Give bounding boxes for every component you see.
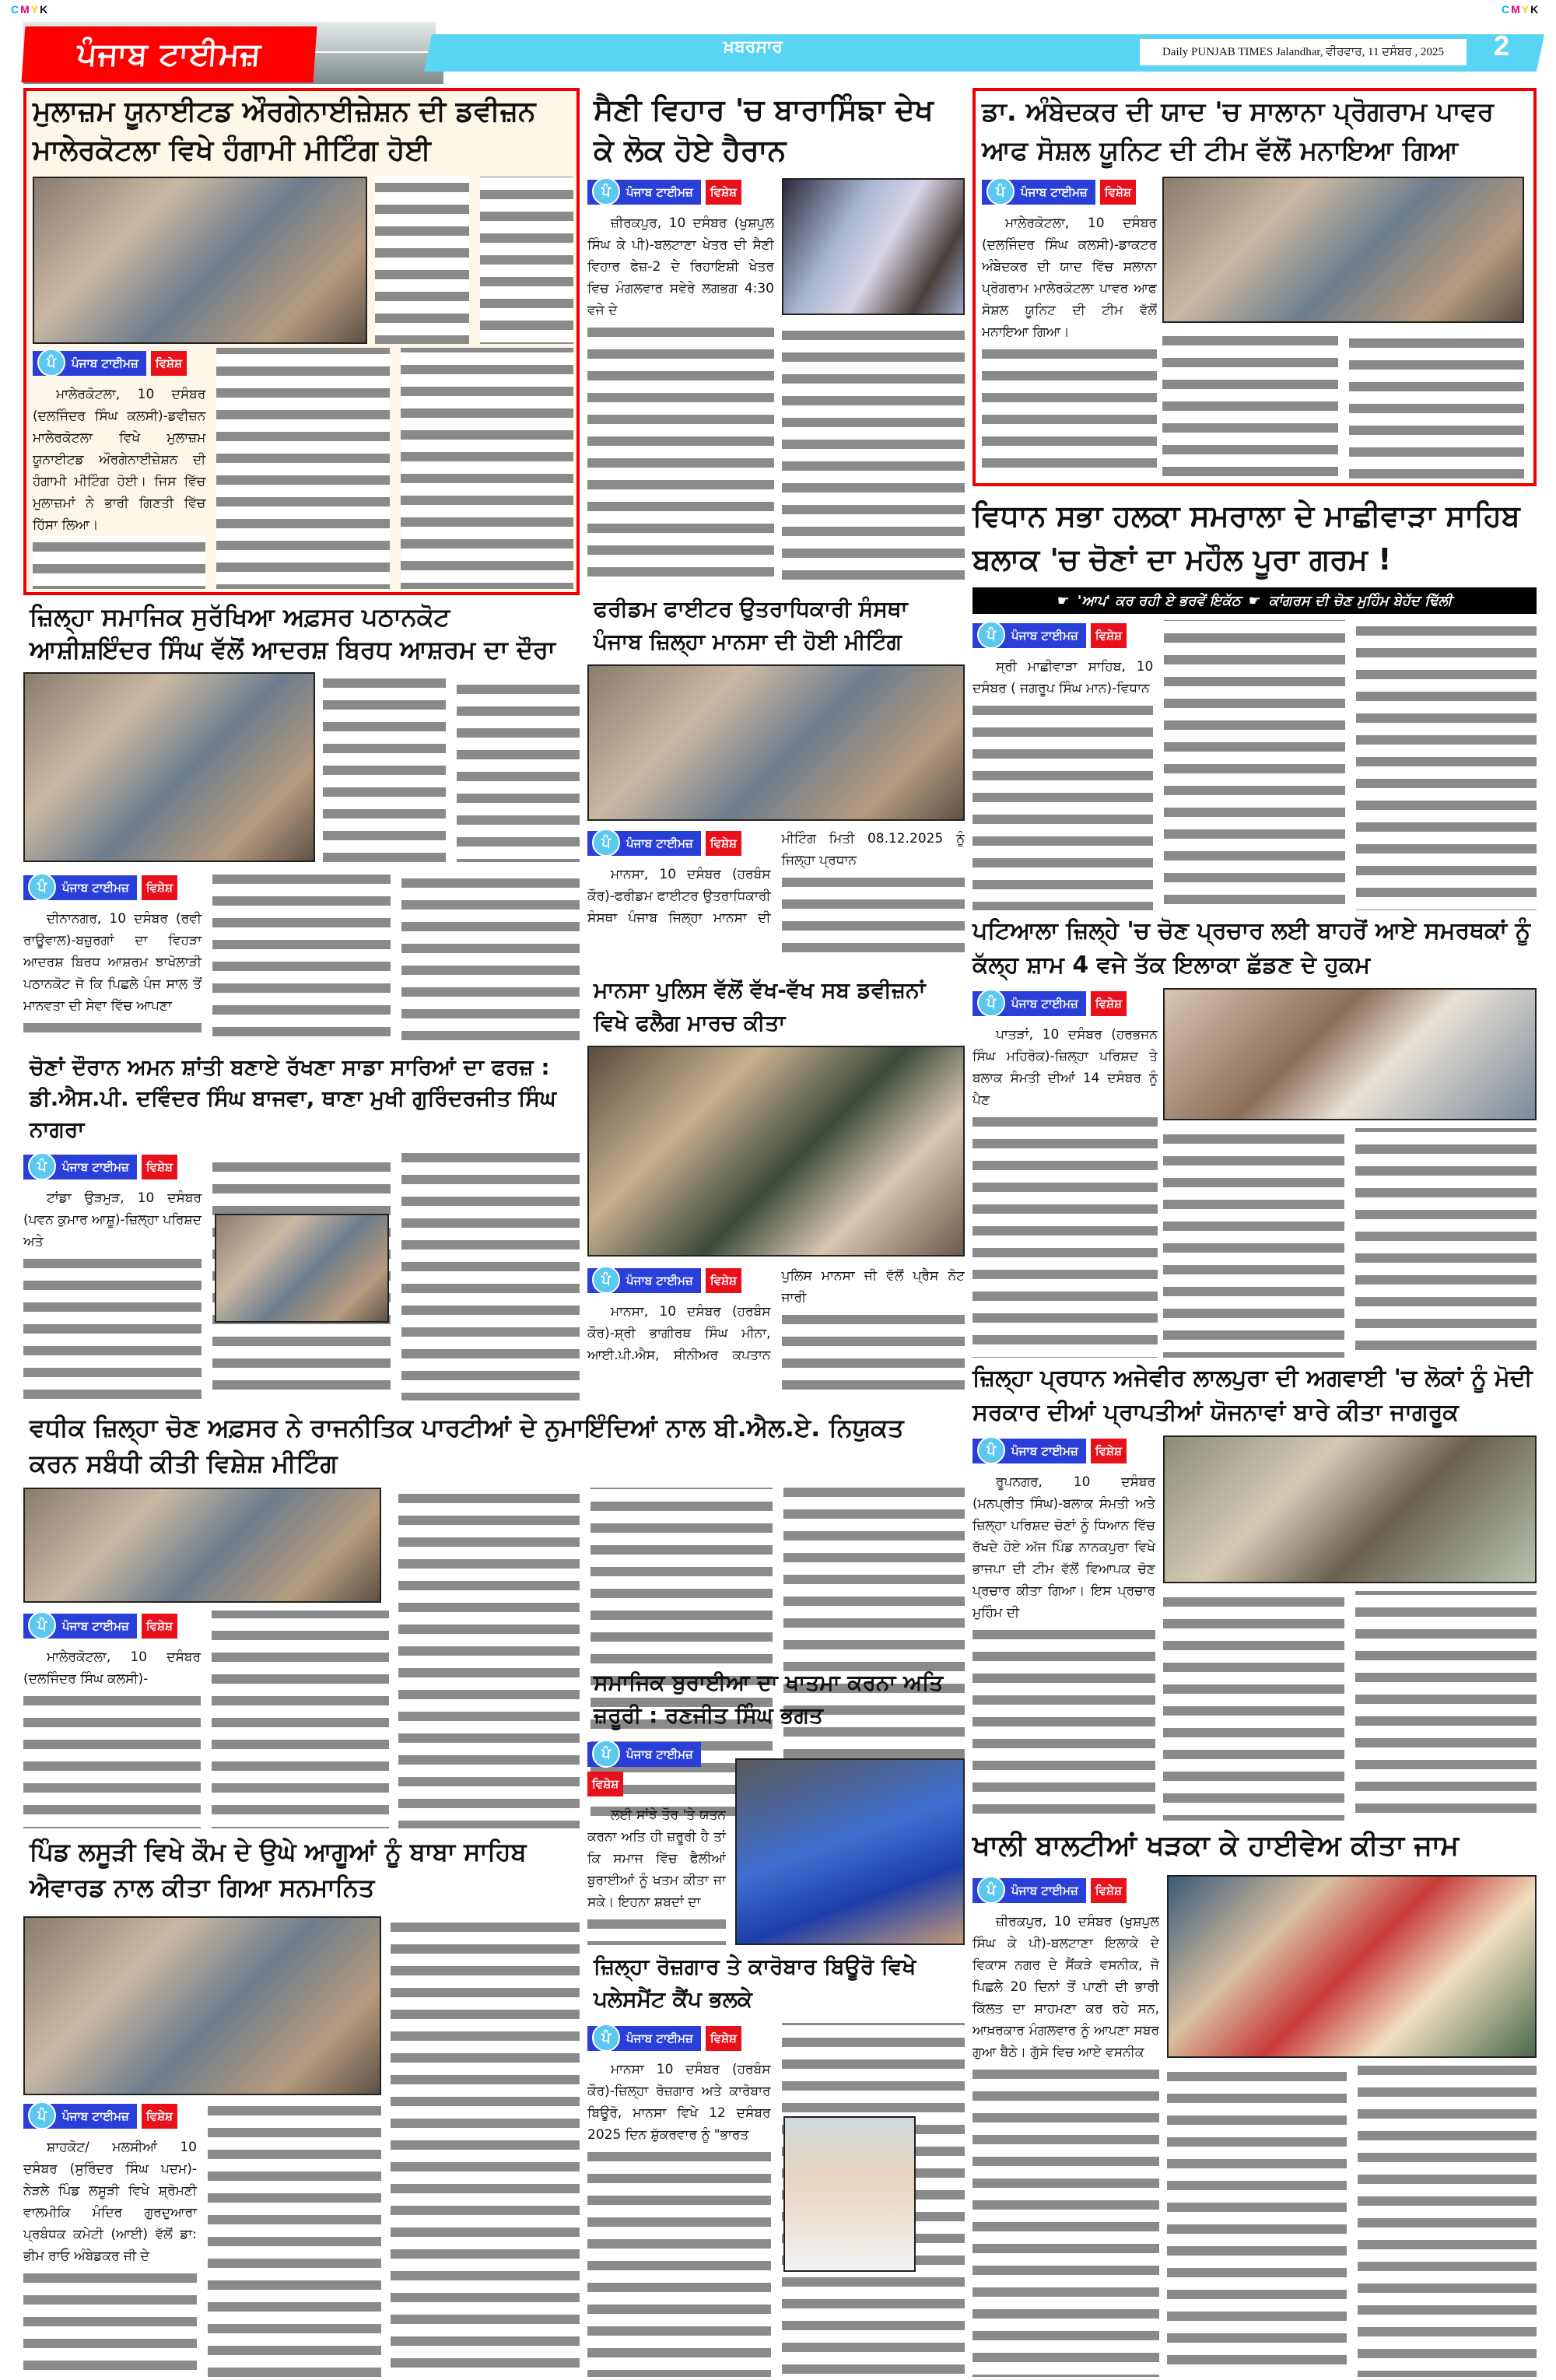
article-body (587, 177, 774, 586)
punjab-times-badge (982, 180, 1157, 205)
cmyk-registration-right (1502, 3, 1540, 16)
brand-label (23, 1155, 137, 1179)
special-tag: ਵਿਸ਼ੇਸ਼ (706, 831, 741, 856)
special-tag: ਵਿਸ਼ੇਸ਼ (1091, 991, 1127, 1016)
article[interactable] (587, 1949, 965, 2380)
article-photo (587, 1046, 965, 1257)
article-photo (735, 1758, 965, 1945)
article-body (982, 177, 1157, 478)
brand-label (972, 623, 1086, 648)
article-headline: ਚੋਣਾਂ ਦੌਰਾਨ ਅਮਨ ਸ਼ਾਂਤੀ ਬਣਾਏ ਰੱਖਣਾ ਸਾਡਾ ਸਾਰਿਆਂ ਦਾ ਫਰਜ਼ : ਡੀ.ਐਸ.ਪੀ. ਦਵਿੰਦਰ ਸਿੰਘ ਬਾਜਵਾ, ਥਾਣਾ ਮੁਖੀ ਗੁਰਿੰਦਰਜੀਤ ਸਿੰਘ ਨਾਗਰਾ (30, 1054, 556, 1142)
special-tag: ਵਿਸ਼ੇਸ਼ (142, 875, 177, 900)
body-text-continuation (323, 672, 580, 862)
article[interactable] (972, 914, 1537, 1358)
punjab-times-logo-icon: ਪੰ (977, 1436, 1005, 1464)
article-headline: ਡਾ. ਅੰਬੇਦਕਰ ਦੀ ਯਾਦ 'ਚ ਸਾਲਾਨਾ ਪ੍ਰੋਗਰਾਮ ਪਾਵਰ ਆਫ ਸੋਸ਼ਲ ਯੂਨਿਟ ਦੀ ਟੀਮ ਵੱਲੋਂ ਮਨਾਇਆ ਗਿਆ (982, 96, 1495, 166)
article-body (587, 1739, 726, 1945)
brand-label (23, 2104, 137, 2129)
body-text-continuation (1162, 330, 1524, 480)
article[interactable] (587, 88, 965, 587)
brand-label (587, 1742, 701, 1767)
brand-label (982, 180, 1095, 205)
punjab-times-logo-icon: ਪੰ (592, 1740, 620, 1768)
body-text-continuation (1167, 2066, 1537, 2377)
article-lead: ਲਈ ਸਾਂਝੇ ਤੌਰ 'ਤੇ ਯਤਨ ਕਰਨਾ ਅਤਿ ਹੀ ਜ਼ਰੂਰੀ ਹੈ ਤਾਂ ਕਿ ਸਮਾਜ ਵਿੱਚ ਫੈਲੀਆਂ ਬੁਰਾਈਆਂ ਨੂੰ ਖਤਮ ਕੀਤਾ ਜਾ ਸਕੇ। ਇਹਨਾ ਸ਼ਬਦਾਂ ਦਾ (587, 1807, 726, 1910)
dateline: Daily PUNJAB TIMES Jalandhar, ਵੀਰਵਾਰ, 11 ਦਸੰਬਰ , 2025 (1140, 39, 1467, 65)
brand-name: ਪੰਜਾਬ ਟਾਈਮਜ਼ (1021, 185, 1088, 199)
cmyk-registration-left (11, 3, 49, 16)
punjab-times-badge (587, 180, 774, 205)
body-text-continuation (375, 177, 573, 344)
special-tag: ਵਿਸ਼ੇਸ਼ (1091, 1878, 1127, 1903)
article-lead: ਟਾਂਡਾ ਉੜਮੁੜ, 10 ਦਸੰਬਰ (ਪਵਨ ਕੁਮਾਰ ਆਸ਼ੂ)-ਜ਼ਿਲ੍ਹਾ ਪਰਿਸ਼ਦ ਅਤੇ (23, 1190, 202, 1250)
body-text-lines (782, 324, 965, 586)
section-title: ਖ਼ਬਰਸਾਰ (724, 37, 783, 57)
highlight-strip (972, 587, 1537, 614)
article[interactable] (23, 1050, 580, 1404)
article-lead: ਜ਼ੀਰਕਪੁਰ, 10 ਦਸੰਬਰ (ਖੁਸ਼ਪੁਲ ਸਿੰਘ ਕੇ ਪੀ)-ਬਲਟਾਣਾ ਖੇਤਰ ਦੀ ਸੈਣੀ ਵਿਹਾਰ ਫੇਜ਼-2 ਦੇ ਰਿਹਾਇਸ਼ੀ ਖੇਤਰ ਵਿਚ ਮੰਗਲਵਾਰ ਸਵੇਰੇ ਲਗਭਗ 4:30 ਵਜੇ ਦੇ (587, 216, 774, 318)
article[interactable] (972, 494, 1537, 910)
article-body (587, 1265, 965, 1402)
brand-name: ਪੰਜਾਬ ਟਾਈਮਜ਼ (1011, 997, 1078, 1011)
special-tag: ਵਿਸ਼ੇਸ਼ (1091, 623, 1127, 648)
special-tag: ਵਿਸ਼ੇਸ਼ (142, 1614, 177, 1639)
brand-name: ਪੰਜਾਬ ਟਾਈਮਜ਼ (1011, 1444, 1078, 1458)
article-lead: ਮਾਲੇਰਕੋਟਲਾ, 10 ਦਸੰਬਰ (ਦਲਜਿੰਦਰ ਸਿੰਘ ਕਲਸੀ)-ਡਵੀਜ਼ਨ ਮਾਲੇਰਕੋਟਲਾ ਵਿਖੇ ਮੁਲਾਜ਼ਮ ਯੂਨਾਈਟਡ ਔਰਗੇਨਾਈਜ਼ੇਸ਼ਨ ਦੀ ਹੰਗਾਮੀ ਮੀਟਿੰਗ ਹੋਈ। ਜਿਸ ਵਿੱਚ ਮੁਲਾਜ਼ਮਾਂ ਨੇ ਭਾਰੀ ਗਿਣਤੀ ਵਿੱਚ ਹਿੱਸਾ ਲਿਆ। (33, 387, 206, 533)
punjab-times-logo-icon: ਪੰ (28, 2101, 56, 2129)
brand-name: ਪੰਜਾਬ ਟਾਈਮਜ਼ (626, 1274, 693, 1288)
article-lead: ਦੀਨਾਨਗਰ, 10 ਦਸੰਬਰ (ਰਵੀ ਰਾਊਵਾਲ)-ਬਜ਼ੁਰਗਾਂ ਦਾ ਵਿਹੜਾ ਆਦਰਸ਼ ਬਿਰਧ ਆਸ਼ਰਮ ਝਾਖੋਲਾੜੀ ਪਠਾਨਕੋਟ ਜੋ ਕਿ ਪਿਛਲੇ ਪੰਜ ਸਾਲ ਤੋਂ ਮਾਨਵਤਾ ਦੀ ਸੇਵਾ ਵਿੱਚ ਆਪਣਾ (23, 911, 202, 1014)
article[interactable] (587, 973, 965, 1404)
pointing-hand-icon: ☛ (1248, 592, 1261, 609)
punjab-times-badge (587, 1268, 771, 1293)
article-headline: ਸਮਾਜਿਕ ਬੁਰਾਈਆ ਦਾ ਖਾਤਮਾ ਕਰਨਾ ਅਤਿ ਜ਼ਰੂਰੀ : ਰਣਜੀਤ ਸਿੰਘ ਭਗਤ (594, 1670, 944, 1728)
brand-name: ਪੰਜਾਬ ਟਾਈਮਜ਼ (62, 1619, 129, 1633)
cmyk-m: M (1511, 3, 1522, 16)
body-text-lines (23, 1611, 389, 1828)
article-body (972, 1875, 1159, 2377)
body-text-continuation (391, 1916, 580, 2377)
article-photo (33, 177, 367, 344)
brand-label (587, 180, 701, 205)
article-lead: ਪਾਤੜਾਂ, 10 ਦਸੰਬਰ (ਹਰਭਜਨ ਸਿੰਘ ਮਹਿਰੋਕ)-ਜ਼ਿਲ੍ਹਾ ਪਰਿਸ਼ਦ ਤੇ ਬਲਾਕ ਸੰਮਤੀ ਦੀਆਂ 14 ਦਸੰਬਰ ਨੂੰ ਪੈਣ (972, 1027, 1158, 1108)
article[interactable] (23, 599, 580, 1046)
article-photo (215, 1214, 389, 1323)
punjab-times-badge (972, 623, 1153, 648)
brand-name: ਪੰਜਾਬ ਟਾਈਮਜ਼ (626, 2031, 693, 2045)
punjab-times-badge (23, 875, 202, 900)
article-headline: ਫਰੀਡਮ ਫਾਈਟਰ ਉਤਰਾਧਿਕਾਰੀ ਸੰਸਥਾ ਪੰਜਾਬ ਜ਼ਿਲ੍ਹਾ ਮਾਨਸਾ ਦੀ ਹੋਈ ਮੀਟਿੰਗ (594, 596, 908, 654)
brand-label (587, 1268, 701, 1293)
cmyk-y: Y (1521, 3, 1531, 16)
article-lead: ਮਾਨਸਾ, 10 ਦਸੰਬਰ (ਹਰਬੰਸ ਕੌਰ)-ਫਰੀਡਮ ਫਾਈਟਰ ਉਤਰਾਧਿਕਾਰੀ ਸੰਸਥਾ ਪੰਜਾਬ ਜਿਲ੍ਹਾ ਮਾਨਸਾ ਦੀ ਮੀਟਿੰਗ ਮਿਤੀ 08.12.2025 ਨੂੰ ਜਿਲ੍ਹਾ ਪ੍ਰਧਾਨ (587, 831, 965, 926)
article-lead: ਮਾਲੇਰਕੋਟਲਾ, 10 ਦਸੰਬਰ (ਦਲਜਿੰਦਰ ਸਿੰਘ ਕਲਸੀ)- (23, 1649, 201, 1687)
body-text-lines (1163, 1128, 1537, 1358)
article[interactable] (23, 1408, 965, 1687)
punjab-times-logo-icon: ਪੰ (592, 1266, 620, 1294)
article[interactable] (972, 88, 1537, 486)
special-tag: ਵਿਸ਼ੇਸ਼ (587, 1772, 623, 1796)
article-photo (1163, 988, 1537, 1120)
special-tag: ਵਿਸ਼ੇਸ਼ (706, 2026, 741, 2051)
article-photo (1167, 1875, 1537, 2058)
article-headline: ਸੈਣੀ ਵਿਹਾਰ 'ਚ ਬਾਰਾਸਿੰਙਾ ਦੇਖ ਕੇ ਲੋਕ ਹੋਏ ਹੈਰਾਨ (594, 93, 934, 167)
body-text-lines (375, 177, 573, 344)
article-photo (587, 664, 965, 821)
brand-label (972, 991, 1086, 1016)
punjab-times-logo-icon: ਪੰ (28, 1611, 56, 1639)
body-text-continuation (782, 324, 965, 586)
brand-label (33, 351, 146, 376)
punjab-times-badge (972, 991, 1158, 1016)
article-headline: ਪਟਿਆਲਾ ਜ਼ਿਲ੍ਹੇ 'ਚ ਚੋਣ ਪ੍ਰਚਾਰ ਲਈ ਬਾਹਰੋਂ ਆਏ ਸਮਰਥਕਾਂ ਨੂੰ ਕੱਲ੍ਹ ਸ਼ਾਮ 4 ਵਜੇ ਤੱਕ ਇਲਾਕਾ ਛੱਡਣ ਦੇ ਹੁਕਮ (972, 917, 1530, 979)
cmyk-m: M (20, 3, 31, 16)
strip-text: 'ਆਪ' ਕਰ ਰਹੀ ਏ ਭਰਵੇਂ ਇਕੱਠ (1077, 592, 1241, 609)
brand-label (23, 875, 137, 900)
article-headline: ਜ਼ਿਲ੍ਹਾ ਸਮਾਜਿਕ ਸੁਰੱਖਿਆ ਅਫ਼ਸਰ ਪਠਾਨਕੋਟ ਆਸ਼ੀਸ਼ਇੰਦਰ ਸਿੰਘ ਵੱਲੋਂ ਆਦਰਸ਼ ਬਿਰਧ ਆਸ਼ਰਮ ਦਾ ਦੌਰਾ (30, 602, 555, 664)
punjab-times-badge (972, 1439, 1155, 1463)
brand-label (972, 1439, 1086, 1463)
article-lead: ਜ਼ੀਰਕਪੁਰ, 10 ਦਸੰਬਰ (ਖੁਸ਼ਪੁਲ ਸਿੰਘ ਕੇ ਪੀ)-ਬਲਟਾਣਾ ਇਲਾਕੇ ਦੇ ਵਿਕਾਸ ਨਗਰ ਦੇ ਸੈਂਕੜੇ ਵਸਨੀਕ, ਜੋ ਪਿਛਲੇ 20 ਦਿਨਾਂ ਤੋਂ ਪਾਣੀ ਦੀ ਭਾਰੀ ਕਿੱਲਤ ਦਾ ਸਾਹਮਣਾ ਕਰ ਰਹੇ ਸਨ, ਆਖ਼ਰਕਾਰ ਮੰਗਲਵਾਰ ਨੂੰ ਆਪਣਾ ਸਬਰ ਗੁਆ ਬੈਠੇ। ਗੁੱਸੇ ਵਿਚ ਆਏ ਵਸਨੀਕ (972, 1914, 1159, 2060)
punjab-times-logo-icon: ਪੰ (977, 621, 1005, 649)
punjab-times-badge (972, 1878, 1159, 1903)
article-body (972, 988, 1158, 1358)
punjab-times-logo-icon: ਪੰ (592, 2024, 620, 2052)
cmyk-k: K (40, 3, 50, 16)
newspaper-logo: ਪੰਜਾਬ ਟਾਈਮਜ਼ (21, 26, 317, 82)
article-body (33, 348, 573, 589)
article-photo (782, 178, 965, 315)
article-body (587, 828, 965, 965)
article-photo (783, 2116, 916, 2272)
article-body (972, 1435, 1155, 1821)
brand-name: ਪੰਜਾਬ ਟਾਈਮਜ਼ (626, 185, 693, 199)
article-headline: ਜ਼ਿਲ੍ਹਾ ਪ੍ਰਧਾਨ ਅਜੇਵੀਰ ਲਾਲਪੁਰਾ ਦੀ ਅਗਵਾਈ 'ਚ ਲੋਕਾਂ ਨੂੰ ਮੋਦੀ ਸਰਕਾਰ ਦੀਆਂ ਪ੍ਰਾਪਤੀਆਂ ਯੋਜਨਾਵਾਂ ਬਾਰੇ ਕੀਤਾ ਜਾਗਰੂਕ (972, 1365, 1533, 1426)
brand-name: ਪੰਜਾਬ ਟਾਈਮਜ਼ (62, 2109, 129, 2123)
brand-name: ਪੰਜਾਬ ਟਾਈਮਜ਼ (626, 1747, 693, 1761)
masthead (23, 22, 1540, 84)
article-headline: ਮਾਨਸਾ ਪੁਲਿਸ ਵੱਲੋਂ ਵੱਖ-ਵੱਖ ਸਬ ਡਵੀਜ਼ਨਾਂ ਵਿਖੇ ਫਲੈਗ ਮਾਰਚ ਕੀਤਾ (594, 977, 926, 1036)
article-headline: ਵਧੀਕ ਜ਼ਿਲ੍ਹਾ ਚੋਣ ਅਫ਼ਸਰ ਨੇ ਰਾਜਨੀਤਿਕ ਪਾਰਟੀਆਂ ਦੇ ਨੁਮਾਇੰਦਿਆਂ ਨਾਲ ਬੀ.ਐਲ.ਏ. ਨਿਯੁਕਤ ਕਰਨ ਸਬੰਧੀ ਕੀਤੀ ਵਿਸ਼ੇਸ਼ ਮੀਟਿੰਗ (30, 1413, 904, 1478)
article-photo (23, 1916, 381, 2095)
punjab-times-badge (587, 1742, 726, 1796)
article-lead: ਸ਼ਾਹਕੋਟ/ ਮਲਸੀਆਂ 10 ਦਸੰਬਰ (ਸੁਰਿੰਦਰ ਸਿੰਘ ਪਦਮ)-ਨੇੜਲੇ ਪਿੰਡ ਲਸੂੜੀ ਵਿਖੇ ਸ਼੍ਰੋਮਣੀ ਵਾਲਮੀਕਿ ਮੰਦਿਰ ਗੁਰਦੁਆਰਾ ਪ੍ਰਬੰਧਕ ਕਮੇਟੀ (ਆਈ) ਵੱਲੋਂ ਡਾ: ਭੀਮ ਰਾਓ ਅੰਬੇਡਕਰ ਜੀ ਦੇ (23, 2140, 197, 2264)
special-tag: ਵਿਸ਼ੇਸ਼ (151, 351, 187, 376)
brand-name: ਪੰਜਾਬ ਟਾਈਮਜ਼ (1011, 629, 1078, 643)
punjab-times-logo-icon: ਪੰ (28, 873, 56, 901)
punjab-times-logo-icon: ਪੰ (592, 829, 620, 857)
article[interactable] (972, 1362, 1537, 1821)
brand-label (972, 1878, 1086, 1903)
article-photo (23, 672, 315, 862)
article-lead: ਮਾਲੇਰਕੋਟਲਾ, 10 ਦਸੰਬਰ (ਦਲਜਿੰਦਰ ਸਿੰਘ ਕਲਸੀ)-ਡਾਕਟਰ ਅੰਬੇਦਕਰ ਦੀ ਯਾਦ ਵਿੱਚ ਸਲਾਨਾ ਪ੍ਰੋਗਰਾਮ ਮਾਲੇਰਕੋਟਲਾ ਪਾਵਰ ਆਫ ਸੋਸ਼ਲ ਯੂਨਿਟ ਦੀ ਟੀਮ ਵੱਲੋਂ ਮਨਾਇਆ ਗਿਆ। (982, 216, 1157, 340)
special-tag: ਵਿਸ਼ੇਸ਼ (706, 180, 741, 205)
special-tag: ਵਿਸ਼ੇਸ਼ (142, 2104, 177, 2129)
body-text-lines (323, 672, 580, 862)
cmyk-k: K (1530, 3, 1540, 16)
article[interactable] (23, 88, 580, 595)
brand-label (587, 831, 701, 856)
brand-name: ਪੰਜਾਬ ਟਾਈਮਜ਼ (72, 356, 138, 370)
brand-label (23, 1614, 137, 1639)
article-lead: ਰੂਪਨਗਰ, 10 ਦਸੰਬਰ (ਮਨਪ੍ਰੀਤ ਸਿੰਘ)-ਬਲਾਕ ਸੰਮਤੀ ਅਤੇ ਜ਼ਿਲ੍ਹਾ ਪਰਿਸ਼ਦ ਚੋਣਾਂ ਨੂੰ ਧਿਆਨ ਵਿੱਚ ਰੱਖਦੇ ਹੋਏ ਅੱਜ ਪਿੰਡ ਨਾਨਕਪੁਰਾ ਵਿਖੇ ਭਾਜਪਾ ਦੀ ਟੀਮ ਵੱਲੋਂ ਵਿਆਪਕ ਚੋਣ ਪ੍ਰਚਾਰ ਕੀਤਾ ਗਿਆ। ਇਸ ਪ੍ਰਚਾਰ ਮੁਹਿੰਮ ਦੀ (972, 1474, 1155, 1621)
article-lead: ਮਾਨਸਾ 10 ਦਸੰਬਰ (ਹਰਬੰਸ ਕੌਰ)-ਜ਼ਿਲ੍ਹਾ ਰੋਜ਼ਗਾਰ ਅਤੇ ਕਾਰੋਬਾਰ ਬਿਊਰੋ, ਮਾਨਸਾ ਵਿਖੇ 12 ਦਸੰਬਰ 2025 ਦਿਨ ਸ਼ੁੱਕਰਵਾਰ ਨੂੰ "ਭਾਰਤ (587, 2062, 771, 2143)
cmyk-c: C (1502, 3, 1512, 16)
article[interactable] (23, 1832, 580, 2380)
cmyk-c: C (11, 3, 21, 16)
article-photo (1163, 1435, 1537, 1583)
special-tag: ਵਿਸ਼ੇਸ਼ (1100, 180, 1136, 205)
punjab-times-badge (23, 1614, 201, 1639)
article[interactable] (587, 1665, 965, 1945)
punjab-times-badge (33, 351, 205, 376)
page-number: 2 (1494, 30, 1510, 61)
article-lead: ਸ੍ਰੀ ਮਾਛੀਵਾੜਾ ਸਾਹਿਬ, 10 ਦਸੰਬਰ ( ਜਗਰੂਪ ਸਿੰਘ ਮਾਨ)-ਵਿਧਾਨ (972, 659, 1154, 696)
article-body (972, 620, 1537, 910)
article-body (23, 872, 580, 1043)
special-tag: ਵਿਸ਼ੇਸ਼ (1091, 1439, 1127, 1463)
brand-label (587, 2026, 701, 2051)
body-text-continuation (1163, 1128, 1537, 1358)
article-body (23, 1611, 389, 1828)
special-tag: ਵਿਸ਼ੇਸ਼ (142, 1155, 177, 1179)
punjab-times-badge (587, 2026, 771, 2051)
punjab-times-badge (23, 1155, 202, 1179)
article-headline: ਖਾਲੀ ਬਾਲਟੀਆਂ ਖੜਕਾ ਕੇ ਹਾਈਵੇਅ ਕੀਤਾ ਜਾਮ (972, 1830, 1460, 1862)
brand-name: ਪੰਜਾਬ ਟਾਈਮਜ਼ (62, 881, 129, 895)
article[interactable] (587, 591, 965, 965)
punjab-times-badge (23, 2104, 197, 2129)
special-tag: ਵਿਸ਼ੇਸ਼ (706, 1268, 741, 1293)
brand-name: ਪੰਜਾਬ ਟਾਈਮਜ਼ (62, 1160, 129, 1174)
brand-name: ਪੰਜਾਬ ਟਾਈਮਜ਼ (1011, 1884, 1078, 1898)
article-body (23, 2101, 381, 2377)
article[interactable] (972, 1824, 1537, 2380)
body-text-lines (1167, 2066, 1537, 2377)
punjab-times-logo-icon: ਪੰ (987, 177, 1015, 205)
pointing-hand-icon: ☛ (1057, 592, 1070, 609)
body-text-lines (1162, 330, 1524, 480)
body-text-lines (1163, 1591, 1537, 1821)
punjab-times-badge (587, 831, 771, 856)
article-photo (1162, 177, 1524, 323)
article-headline: ਪਿੰਡ ਲਸੂੜੀ ਵਿਖੇ ਕੌਮ ਦੇ ਉਘੇ ਆਗੂਆਂ ਨੂੰ ਬਾਬਾ ਸਾਹਿਬ ਐਵਾਰਡ ਨਾਲ ਕੀਤਾ ਗਿਆ ਸਨਮਾਨਿਤ (30, 1837, 527, 1902)
cmyk-y: Y (30, 3, 40, 16)
article-photo (23, 1488, 381, 1603)
strip-text: ਕਾਂਗਰਸ ਦੀ ਚੋਣ ਮੁਹਿੰਮ ਬੇਹੱਦ ਢਿੱਲੀ (1268, 592, 1453, 609)
punjab-times-logo-icon: ਪੰ (977, 1876, 1005, 1904)
article-headline: ਮੁਲਾਜ਼ਮ ਯੂਨਾਈਟਡ ਔਰਗੇਨਾਈਜ਼ੇਸ਼ਨ ਦੀ ਡਵੀਜ਼ਨ ਮਾਲੇਰਕੋਟਲਾ ਵਿਖੇ ਹੰਗਾਮੀ ਮੀਟਿੰਗ ਹੋਈ (33, 96, 536, 166)
body-text-continuation (1163, 1591, 1537, 1821)
punjab-times-logo-icon: ਪੰ (37, 349, 65, 377)
article-lead: ਮਾਨਸਾ, 10 ਦਸੰਬਰ (ਹਰਬੰਸ ਕੌਰ)-ਸ਼੍ਰੀ ਭਾਗੀਰਥ ਸਿੰਘ ਮੀਨਾ, ਆਈ.ਪੀ.ਐਸ, ਸੀਨੀਅਰ ਕਪਤਾਨ ਪੁਲਿਸ ਮਾਨਸਾ ਜੀ ਵੱਲੋਂ ਪ੍ਰੈਸ ਨੋਟ ਜਾਰੀ (587, 1268, 965, 1363)
punjab-times-logo-icon: ਪੰ (28, 1152, 56, 1180)
body-text-lines (391, 1916, 580, 2377)
article-headline: ਵਿਧਾਨ ਸਭਾ ਹਲਕਾ ਸਮਰਾਲਾ ਦੇ ਮਾਛੀਵਾੜਾ ਸਾਹਿਬ ਬਲਾਕ 'ਚ ਚੋਣਾਂ ਦਾ ਮਹੌਲ ਪੂਰਾ ਗਰਮ ! (972, 499, 1520, 577)
article-headline: ਜ਼ਿਲ੍ਹਾ ਰੋਜ਼ਗਾਰ ਤੇ ਕਾਰੋਬਾਰ ਬਿਊਰੋ ਵਿਖੇ ਪਲੇਸਮੈਂਟ ਕੈਂਪ ਭਲਕੇ (594, 1954, 916, 2012)
punjab-times-logo-icon: ਪੰ (592, 177, 620, 205)
brand-name: ਪੰਜਾਬ ਟਾਈਮਜ਼ (626, 836, 693, 850)
punjab-times-logo-icon: ਪੰ (977, 989, 1005, 1017)
